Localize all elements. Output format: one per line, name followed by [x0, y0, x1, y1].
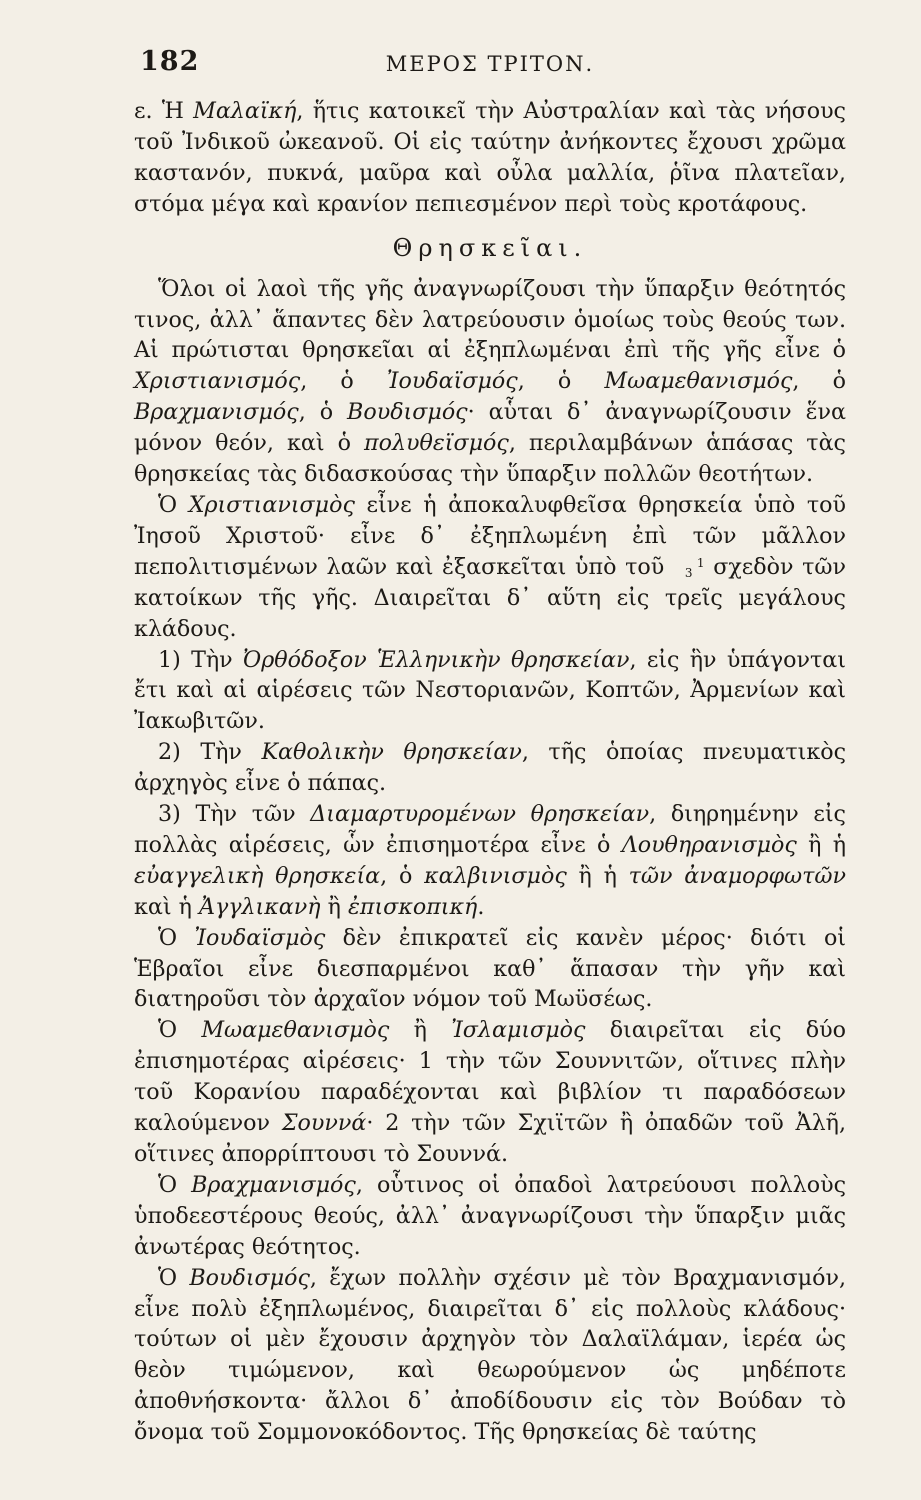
text-run: , ὁ: [792, 368, 846, 395]
fraction-numerator: 1: [696, 555, 705, 570]
paragraph-orthodox: [134, 645, 846, 738]
italic-term: Διαμαρτυρομένων θρησκείαν: [310, 801, 650, 828]
text-run: ἢ ἡ: [796, 831, 846, 858]
text-run: , ὁ: [300, 368, 387, 395]
text-run: 2) Τὴν: [158, 739, 262, 766]
text-run: · 2 τὴν τῶν Σχιϊτῶν ἢ ὀπαδῶν τοῦ Ἀλῆ, οἵτινες ἀπορρίπτουσι τὸ Σουννά.: [134, 1110, 846, 1167]
text-run: , τῆς ὁποίας πνευματικὸς ἀρχηγὸς εἶνε ὁ πάπας.: [134, 739, 846, 797]
text-run: , ὁ: [380, 862, 425, 889]
italic-term: Μωαμεθανισμός: [604, 368, 793, 395]
italic-term: Σουννά: [281, 1110, 367, 1137]
italic-term: ἐπισκοπική: [347, 893, 478, 920]
section-heading: Θρησκεῖαι.: [392, 233, 588, 262]
paragraph-judaism: [134, 923, 846, 1016]
italic-term: Ἀγγλικανὴ: [198, 893, 321, 920]
text-run: ἢ ἡ: [566, 862, 629, 889]
text-run: εἶνε ἡ ἀποκαλυφθεῖσα θρησκεία ὑπὸ τοῦ Ἰησοῦ Χριστοῦ· εἶνε δ᾽ ἐξηπλωμένη ἐπὶ τῶν μᾶλλον πεπολιτισμένων λαῶν καὶ ἐξασκεῖται ὑπὸ τοῦ: [134, 491, 846, 580]
paragraph-brahmanism: [134, 1170, 846, 1263]
paragraph-religions-intro: [134, 274, 846, 490]
text-run: 3) Τὴν τῶν: [158, 801, 311, 828]
italic-term: Λουθηρανισμὸς: [621, 831, 797, 858]
italic-term: Μαλαϊκή: [193, 98, 297, 124]
text-run: , ἔχων πολλὴν σχέσιν μὲ τὸν Βραχμανισμόν, εἶνε πολὺ ἐξηπλωμένος, διαιρεῖται δ᾽ εἰς πολλοὺς κλάδους· τούτων οἱ μὲν ἔχουσιν ἀρχηγὸν τὸν Δαλαϊλάμαν, ἱερέα ὡς θεὸν τιμώμενον, καὶ θεωρούμενον ὡς μηδέποτε ἀποθνήσκοντα· ἄλλοι δ᾽ ἀποδίδουσιν εἰς τὸν Βούδαν τὸ ὄνομα τοῦ Σομμονοκόδοντος. Τῆς θρησκείας δὲ ταύτης: [134, 1264, 847, 1446]
fraction: [673, 555, 705, 580]
page-number: 182: [140, 46, 200, 77]
text-run: ε. Ἡ: [134, 98, 194, 124]
italic-term: εὐαγγελικὴ θρησκεία: [134, 862, 381, 889]
text-run: καὶ ἡ: [134, 893, 199, 920]
text-run: , περιλαμβάνων ἁπάσας τὰς θρησκείας τὰς διδασκούσας τὴν ὕπαρξιν πολλῶν θεοτήτων.: [134, 430, 846, 488]
italic-term: Ἰουδαϊσμὸς: [194, 924, 326, 951]
text-run: Ὁ: [158, 491, 189, 518]
text-run: , διηρημένην εἰς πολλὰς αἱρέσεις, ὧν ἐπισημοτέρα εἶνε ὁ: [134, 801, 846, 858]
text-run: , ὁ: [517, 368, 605, 395]
text-run: 1) Τὴν: [158, 646, 243, 673]
text-run: δὲν ἐπικρατεῖ εἰς κανὲν μέρος· διότι οἱ Ἑβραῖοι εἶνε διεσπαρμένοι καθ᾽ ἅπασαν τὴν γῆν καὶ διατηροῦσι τὸν ἀρχαῖον νόμον τοῦ Μωϋσέως.: [134, 924, 846, 1013]
paragraph-catholic: [134, 737, 846, 799]
text-run: Ὅλοι οἱ λαοὶ τῆς γῆς ἀναγνωρίζουσι τὴν ὕπαρξιν θεότητός τινος, ἀλλ᾽ ἅπαντες δὲν λατρεύουσιν ὁμοίως τοὺς θεούς των. Αἱ πρώτισται θρησκεῖαι αἱ ἐξηπλωμέναι ἐπὶ τῆς γῆς εἶνε ὁ: [134, 275, 846, 364]
italic-term: Βουδισμός: [189, 1264, 310, 1291]
italic-term: Βραχμανισμός: [134, 399, 299, 426]
fraction-denominator: 3: [684, 565, 693, 580]
text-run: , εἰς ἣν ὑπάγονται ἔτι καὶ αἱ αἱρέσεις τῶν Νεστοριανῶν, Κοπτῶν, Ἀρμενίων καὶ Ἰακωβιτῶν.: [134, 646, 846, 735]
italic-term: Καθολικὴν θρησκείαν: [261, 739, 522, 766]
text-run: · αὗται δ᾽ ἀναγνωρίζουσιν ἕνα μόνον θεόν, καὶ ὁ: [134, 399, 846, 457]
text-run: , ὁ: [298, 399, 348, 426]
text-run: ἢ: [389, 1017, 452, 1044]
text-run: Ὁ: [158, 924, 195, 951]
italic-term: Ἰουδαϊσμός: [386, 368, 518, 395]
paragraph-malay: [134, 96, 846, 220]
running-head: ΜΕΡΟΣ ΤΡΙΤΟΝ.: [385, 52, 595, 76]
text-run: ἢ: [320, 893, 348, 920]
text-run: Ὁ: [158, 1171, 192, 1198]
italic-term: τῶν ἀναμορφωτῶν: [628, 862, 846, 889]
text-run: Ὁ: [158, 1264, 190, 1291]
paragraph-protestant: [134, 799, 846, 923]
italic-term: πολυθεϊσμός: [364, 430, 509, 457]
paragraph-islam: [134, 1015, 846, 1170]
text-run: .: [477, 893, 485, 920]
text-run: , οὗτινος οἱ ὀπαδοὶ λατρεύουσι πολλοὺς ὑποδεεστέρους θεούς, ἀλλ᾽ ἀναγνωρίζουσι τὴν ὕπαρξιν μιᾶς ἀνωτέρας θεότητος.: [134, 1171, 846, 1260]
paragraph-buddhism: [134, 1263, 846, 1448]
italic-term: Ὀρθόδοξον Ἑλληνικὴν θρησκείαν: [243, 646, 630, 673]
italic-term: Μωαμεθανισμὸς: [201, 1017, 390, 1044]
paragraph-christianity: [134, 490, 846, 645]
text-run: διαιρεῖται εἰς δύο ἐπισημοτέρας αἱρέσεις· 1 τὴν τῶν Σουννιτῶν, οἵτινες πλὴν τοῦ Κορανίου παραδέχονται καὶ βιβλίον τι παραδόσεων καλούμενον: [134, 1017, 846, 1137]
italic-term: Ἰσλαμισμὸς: [451, 1017, 586, 1044]
italic-term: Βουδισμός: [347, 399, 468, 426]
italic-term: Χριστιανισμὸς: [188, 491, 355, 518]
italic-term: καλβινισμὸς: [424, 862, 567, 889]
italic-term: Βραχμανισμός: [191, 1171, 356, 1198]
text-run: Ὁ: [158, 1017, 202, 1044]
text-run: , ἥτις κατοικεῖ τὴν Αὐστραλίαν καὶ τὰς νήσους τοῦ Ἰνδικοῦ ὠκεανοῦ. Οἱ εἰς ταύτην ἀνήκοντες ἔχουσι χρῶμα καστανόν, πυκνά, μαῦρα καὶ οὖλα μαλλία, ῥῖνα πλατεῖαν, στόμα μέγα καὶ κρανίον πεπιεσμένον περὶ τοὺς κροτάφους.: [134, 98, 846, 217]
text-run: σχεδὸν τῶν κατοίκων τῆς γῆς. Διαιρεῖται δ᾽ αὕτη εἰς τρεῖς μεγάλους κλάδους.: [134, 553, 847, 642]
body-text: [134, 96, 846, 1448]
page-header: [140, 46, 840, 94]
italic-term: Χριστιανισμός: [134, 368, 301, 395]
